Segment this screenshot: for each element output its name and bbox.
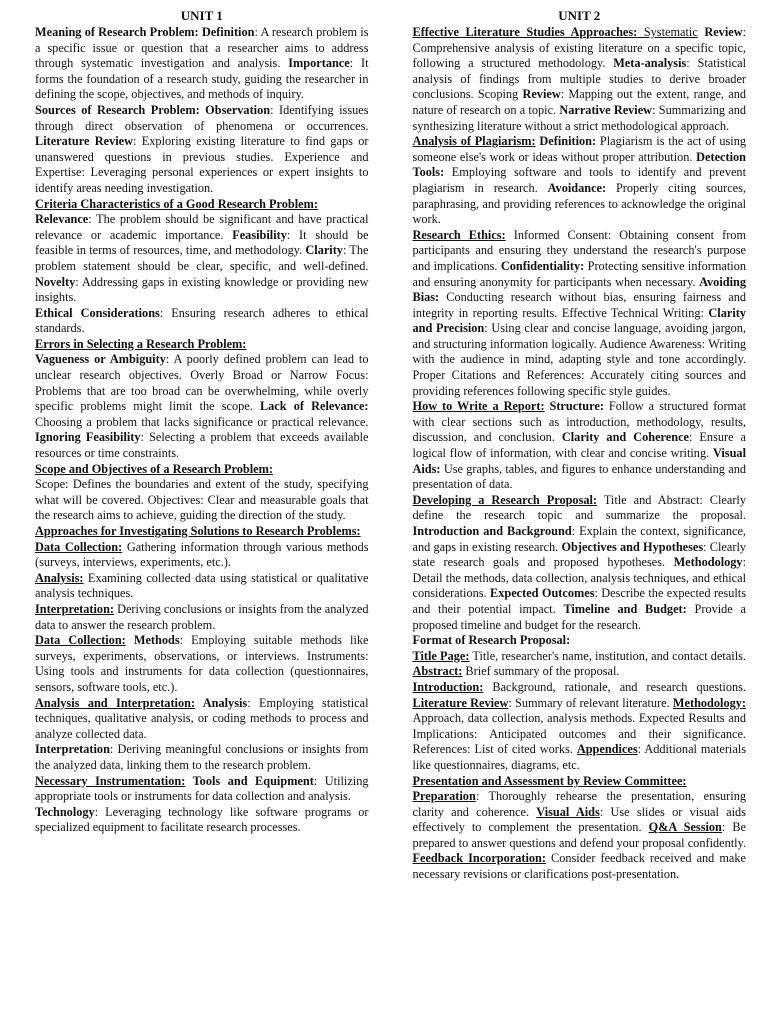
- term: Tools and Equipment: [185, 773, 314, 788]
- unit-1-body: [35, 25, 369, 836]
- term: Feedback Incorporation:: [412, 851, 546, 866]
- text-run: Gathering information through various methods (surveys, interviews, experiments, etc.).: [35, 539, 369, 570]
- text-run: : Ensuring research adheres to ethical standards.: [35, 305, 369, 336]
- term: Meta-analysis: [613, 56, 687, 71]
- term: Errors in Selecting a Research Problem:: [35, 336, 247, 351]
- text-run: : The problem should be significant and have practical relevance or academic importance.: [35, 212, 369, 242]
- text-run: Employing software and tools to identify and prevent plagiarism in research.: [412, 165, 746, 195]
- text-run: : Identifying issues through direct observation of phenomena or occurrences.: [35, 102, 369, 133]
- term: How to Write a Report:: [412, 399, 545, 414]
- term: Lack of Relevance:: [259, 399, 369, 414]
- text-run: : Summarizing and synthesizing literature without a strict methodological approach.: [412, 102, 747, 133]
- term: Clarity and Coherence: [561, 430, 690, 445]
- paragraph: [413, 25, 747, 134]
- text-run: : It forms the foundation of a research study, guiding the researcher in defining the scope, objectives, and methods of inquiry.: [35, 56, 369, 102]
- term: Clarity and Precision: [412, 305, 746, 336]
- term: Detection Tools:: [412, 149, 746, 180]
- term: Expected Outcomes: [490, 586, 595, 601]
- term: Necessary Instrumentation:: [35, 773, 186, 788]
- text-run: : Describe the expected results and their potential impact.: [412, 586, 746, 616]
- text-run: Title, researcher's name, institution, and contact details.: [469, 648, 746, 663]
- term: Title Page:: [412, 648, 470, 663]
- text-run: : Utilizing appropriate tools or instruments for data collection and analysis.: [35, 773, 369, 804]
- term: Literature Review: [35, 134, 133, 149]
- term: Relevance: [35, 212, 89, 227]
- term: Analysis and Interpretation:: [35, 695, 196, 710]
- paragraph: [35, 602, 369, 633]
- text-run: Protecting sensitive information and ensuring anonymity for participants when necessary.: [412, 258, 746, 289]
- paragraph: [35, 212, 369, 306]
- text-run: Systematic: [637, 25, 698, 39]
- paragraph: [35, 197, 369, 213]
- text-run: : The problem statement should be clear, specific, and well-defined.: [35, 243, 369, 273]
- text-run: Use graphs, tables, and figures to enhance understanding and presentation of data.: [412, 461, 746, 492]
- text-run: : Exploring existing literature to find gaps or unanswered questions in previous studies. Experience and Expertise: Leveraging personal experiences or expert insights to identify areas needing investigation.: [35, 134, 369, 195]
- term: Timeline and Budget:: [563, 601, 687, 616]
- text-run: Follow a structured format with clear sections such as introduction, methodology, results, discussion, and conclusion.: [412, 399, 746, 445]
- text-run: Deriving conclusions or insights from the analyzed data to answer the research problem.: [35, 601, 369, 632]
- term: Avoiding Bias:: [412, 274, 746, 305]
- paragraph: [35, 742, 369, 773]
- term: Ethical Considerations: [35, 305, 160, 320]
- term: Analysis:: [35, 570, 84, 585]
- paragraph: [35, 306, 369, 337]
- unit-1-column: [35, 8, 369, 1024]
- term: Effective Literature Studies Approaches:: [412, 25, 638, 39]
- text-run: : Clearly state research goals and proposed hypotheses.: [412, 539, 747, 570]
- term: Confidentiality:: [500, 258, 585, 273]
- term: Clarity: [305, 243, 343, 258]
- text-run: : Additional materials like questionnaires, diagrams, etc.: [412, 742, 746, 772]
- paragraph: [35, 524, 369, 540]
- paragraph: [413, 493, 747, 633]
- term: Data Collection:: [35, 633, 126, 648]
- term: Analysis of Plagiarism:: [412, 134, 536, 149]
- term: Interpretation: [35, 742, 110, 757]
- paragraph: [35, 571, 369, 602]
- unit-2-title: UNIT 2: [558, 8, 601, 23]
- term: Objectives and Hypotheses: [561, 539, 704, 554]
- term: Preparation: [412, 789, 476, 804]
- text-run: : Using clear and concise language, avoiding jargon, and structuring information logically. Audience Awareness: Writing with the audience in mind, adapting style and tone accordingly. Proper Citations and References: Accurately citing sources and providing references following specific style guides.: [412, 321, 746, 398]
- unit-2-body: [413, 25, 747, 883]
- text-run: : Explain the context, significance, and gaps in existing research.: [412, 524, 746, 554]
- term: Format of Research Proposal:: [412, 633, 571, 648]
- text-run: : A poorly defined problem can lead to unclear research objectives. Overly Broad or Narrow Focus: Problems that are too broad can be overwhelming, while overly specific problems might limit the scope.: [35, 352, 369, 414]
- paragraph: [413, 649, 747, 680]
- text-run: : Selecting a problem that exceeds available resources or time constraints.: [35, 430, 369, 461]
- text-run: : Deriving meaningful conclusions or insights from the analyzed data, linking them to the research problem.: [35, 742, 369, 772]
- term: Q&A Session: [648, 820, 722, 835]
- term: Avoidance:: [547, 180, 607, 195]
- term: Introduction:: [412, 679, 484, 694]
- text-run: : Employing suitable methods like surveys, experiments, observations, or interviews. Instruments: Using tools and instruments for data collection (questionnaires, sensors, software tools, etc.).: [35, 633, 369, 694]
- term: Methodology:: [672, 695, 746, 710]
- term: Abstract:: [412, 664, 463, 679]
- term: Review: [697, 25, 743, 39]
- paragraph: [35, 477, 369, 524]
- term: Novelty: [35, 274, 76, 289]
- text-run: : Thoroughly rehearse the presentation, ensuring clarity and coherence.: [412, 789, 746, 819]
- text-run: : A research problem is a specific issue or question that a researcher aims to address through systematic investigation and analysis.: [35, 25, 369, 71]
- text-run: Title and Abstract: Clearly define the research topic and summarize the proposal.: [412, 492, 746, 523]
- term: Narrative Review: [559, 102, 653, 117]
- text-run: Choosing a problem that lacks significance or practical relevance.: [35, 414, 369, 429]
- term: Analysis: [195, 695, 248, 710]
- text-run: : Addressing gaps in existing knowledge or providing new insights.: [35, 274, 369, 305]
- text-run: Background, rationale, and research questions.: [483, 679, 746, 694]
- term: Technology: [35, 804, 95, 819]
- text-run: : Summary of relevant literature.: [508, 695, 673, 710]
- text-run: Scope: Defines the boundaries and extent of the study, specifying what will be covered. Objectives: Clear and measurable goals that the research aims to achieve, guiding the direction of the study.: [35, 477, 369, 523]
- term: Interpretation:: [35, 601, 115, 616]
- term: Methods: [125, 633, 180, 648]
- unit-1-title: UNIT 1: [180, 8, 223, 23]
- paragraph: [35, 805, 369, 836]
- paragraph: [35, 540, 369, 571]
- text-run: Plagiarism is the act of using someone else's work or ideas without proper attribution.: [412, 134, 746, 164]
- paragraph: [35, 103, 369, 197]
- text-run: Examining collected data using statistical or qualitative analysis techniques.: [35, 570, 369, 601]
- text-run: Provide a proposed timeline and budget for the research.: [412, 601, 746, 632]
- text-run: : Ensure a logical flow of information, with clear and concise writing.: [412, 430, 747, 461]
- text-run: Approach, data collection, analysis methods. Expected Results and Implications: Anticipated outcomes and their significance. References: List of cited works.: [412, 711, 746, 757]
- term: Appendices: [576, 742, 638, 757]
- paragraph: [35, 25, 369, 103]
- term: Meaning of Research Problem: Definition: [35, 25, 255, 39]
- term: Literature Review: [412, 695, 509, 710]
- term: Sources of Research Problem: Observation: [35, 102, 271, 117]
- text-run: : Be prepared to answer questions and defend your proposal confidently.: [412, 820, 747, 850]
- paragraph: [35, 352, 369, 461]
- text-run: : Comprehensive analysis of existing literature on a specific topic, following a structured methodology.: [412, 25, 747, 71]
- term: Methodology: [673, 555, 743, 570]
- term: Feasibility: [232, 227, 287, 242]
- term: Research Ethics:: [412, 227, 506, 242]
- term: Ignoring Feasibility: [35, 430, 141, 445]
- term: Criteria Characteristics of a Good Research Problem:: [35, 196, 318, 211]
- paragraph: [413, 399, 747, 493]
- paragraph: [35, 696, 369, 743]
- paragraph: [413, 633, 747, 649]
- text-run: Conducting research without bias, ensuring fairness and integrity in reporting results. Effective Technical Writing:: [412, 290, 746, 320]
- paragraph: [35, 633, 369, 695]
- paragraph: [413, 789, 747, 883]
- term: Visual Aids:: [412, 446, 746, 476]
- text-run: : Employing statistical techniques, qualitative analysis, or coding methods to process and analyze collected data.: [35, 695, 369, 741]
- term: Vagueness or Ambiguity: [35, 352, 166, 367]
- paragraph: [35, 774, 369, 805]
- term: Introduction and Background: [412, 524, 572, 538]
- text-run: Consider feedback received and make necessary revisions or clarifications post-presentation.: [412, 851, 746, 882]
- text-run: Brief summary of the proposal.: [462, 664, 620, 679]
- text-run: : Mapping out the extent, range, and nature of research on a topic.: [412, 87, 747, 117]
- paragraph: [413, 134, 747, 228]
- term: Importance: [288, 56, 350, 71]
- term: Presentation and Assessment by Review Committee:: [412, 773, 687, 788]
- paragraph: [413, 680, 747, 774]
- term: Scope and Objectives of a Research Problem:: [35, 461, 273, 476]
- text-run: : It should be feasible in terms of resources, time, and methodology.: [35, 227, 369, 258]
- term: Review: [522, 87, 561, 102]
- paragraph: [35, 462, 369, 478]
- term: Definition:: [535, 134, 597, 149]
- term: Developing a Research Proposal:: [412, 492, 598, 507]
- term: Visual Aids: [536, 804, 600, 819]
- term: Structure:: [544, 399, 604, 414]
- text-run: Properly citing sources, paraphrasing, and providing references to acknowledge the original work.: [412, 180, 746, 227]
- text-run: : Leveraging technology like software programs or specialized equipment to facilitate research processes.: [35, 804, 369, 835]
- text-run: : Statistical analysis of findings from multiple studies to derive broader conclusions. Scoping: [412, 56, 746, 102]
- paragraph: [413, 774, 747, 790]
- paragraph: [35, 337, 369, 353]
- text-run: : Use slides or visual aids effectively to complement the presentation.: [412, 804, 746, 835]
- unit-2-column: [413, 8, 747, 1024]
- term: Approaches for Investigating Solutions to Research Problems:: [35, 524, 361, 538]
- term: Data Collection:: [35, 539, 123, 554]
- text-run: Informed Consent: Obtaining consent from participants and ensuring they understand the research's purpose and implications.: [412, 227, 747, 273]
- paragraph: [413, 228, 747, 400]
- text-run: : Detail the methods, data collection, analysis techniques, and ethical considerations.: [412, 555, 746, 601]
